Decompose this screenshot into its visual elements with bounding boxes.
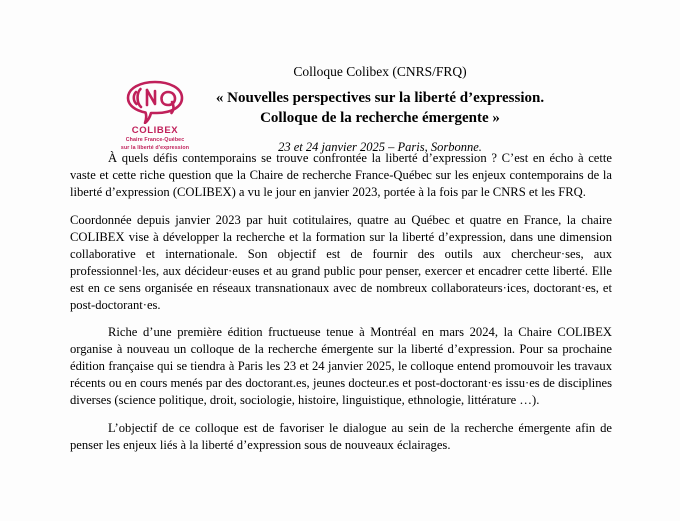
document-header [0, 0, 680, 155]
body-paragraph: Riche d’une première édition fructueuse tenue à Montréal en mars 2024, la Chaire COLIBEX organise à nouveau un colloque de la recherche émergente sur la liberté d’expression. Pour sa prochaine édition française qui se tiendra à Paris les 23 et 24 janvier 2025, le colloque entend promouvoir les travaux récents ou en cours menés par des doctorant.es, jeunes docteur.es et post-doctorant·es issu·es de disciplines diverses (science politique, droit, sociologie, histoire, linguistique, ethnologie, littérature …). [70, 325, 612, 408]
page-title [120, 89, 640, 129]
logo-tagline-line1: Chaire France-Québec [125, 136, 185, 143]
event-dateline: 23 et 24 janvier 2025 – Paris, Sorbonne. [278, 140, 482, 155]
event-organizer-line: Colloque Colibex (CNRS/FRQ) [293, 64, 467, 79]
logo-tagline-line2: sur la liberté d'expression [120, 145, 190, 152]
logo-wordmark: COLIBEX [131, 125, 179, 136]
document-body [0, 112, 680, 454]
body-paragraph: À quels défis contemporains se trouve confrontée la liberté d’expression ? C’est en écho à cette vaste et cette riche question que la Chaire de recherche France-Québec sur les enjeux contemporains de la liberté d’expression (COLIBEX) a vu le jour en janvier 2023, portée à la fois par le CNRS et les FRQ. [70, 151, 612, 199]
body-paragraph: L’objectif de ce colloque est de favoriser le dialogue au sein de la recherche émergente afin de penser les enjeux liés à la liberté d’expression sous de nouveaux éclairages. [70, 421, 612, 453]
body-paragraph: Coordonnée depuis janvier 2023 par huit cotitulaires, quatre au Québec et quatre en France, la chaire COLIBEX vise à développer la recherche et la formation sur la liberté d’expression, dans une dimension collaborative et internationale. Son objectif est de fournir des outils aux chercheur·ses, aux professionnel·les, aux décideur·euses et au grand public pour penser, exercer et encadrer cette liberté. Elle est en ce sens organisée en réseaux transnationaux avec de nombreux collaborateurs·ices, doctorant·es, et post-doctorant·es. [70, 212, 612, 312]
colibex-brain-speech-bubble-logo [122, 78, 188, 124]
header-text-block [0, 64, 680, 156]
page-title-line-1: « Nouvelles perspectives sur la liberté d’expression. [215, 89, 545, 106]
page-title-line-2: Colloque de la recherche émergente » [260, 109, 500, 126]
colibex-logo [113, 78, 197, 153]
